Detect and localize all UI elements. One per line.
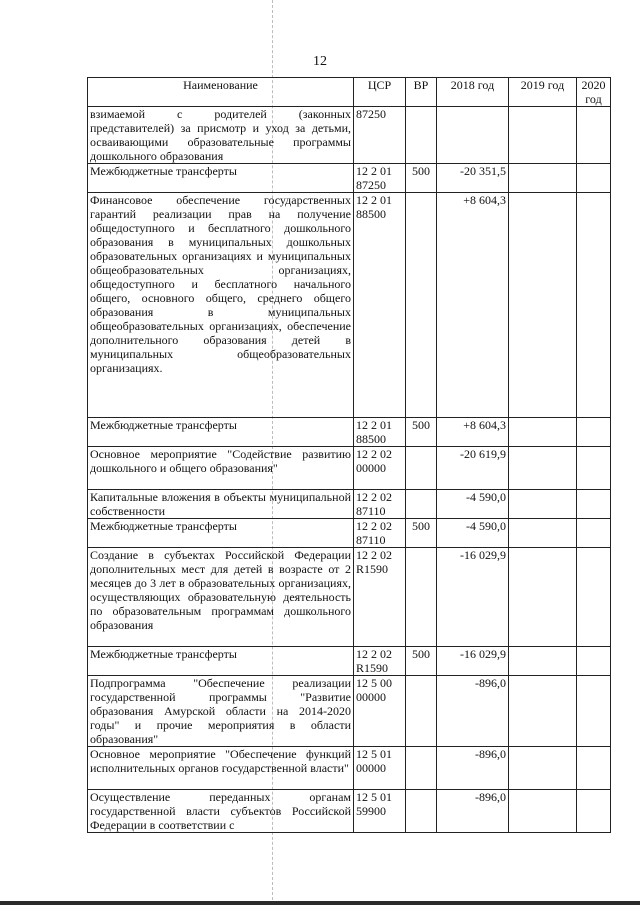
cell-2019 [509, 107, 577, 164]
cell-vr [406, 790, 437, 833]
cell-2020 [577, 790, 611, 833]
column-header-vr: ВР [406, 78, 437, 107]
cell-name: Подпрограмма "Обеспечение реализации государственной программы "Развитие образования Амурской области на 2014-2020 годы" и прочие мероприятия в области образования" [88, 676, 354, 747]
cell-2020 [577, 676, 611, 747]
cell-2020 [577, 647, 611, 676]
cell-csr: 12 2 01 87250 [354, 164, 406, 193]
table-row [88, 519, 611, 548]
table-row [88, 548, 611, 647]
cell-vr [406, 107, 437, 164]
column-header-csr: ЦСР [354, 78, 406, 107]
cell-vr: 500 [406, 647, 437, 676]
cell-name: Основное мероприятие "Содействие развитию дошкольного и общего образования" [88, 447, 354, 490]
table-row [88, 790, 611, 833]
cell-vr: 500 [406, 418, 437, 447]
cell-2019 [509, 164, 577, 193]
column-header-2018: 2018 год [437, 78, 509, 107]
table-row [88, 418, 611, 447]
cell-2019 [509, 418, 577, 447]
cell-2018: -896,0 [437, 676, 509, 747]
budget-table [87, 77, 611, 833]
cell-2018: -896,0 [437, 747, 509, 790]
cell-2020 [577, 519, 611, 548]
cell-csr: 12 2 02 00000 [354, 447, 406, 490]
cell-name: Финансовое обеспечение государственных гарантий реализации прав на получение общедоступного и бесплатного дошкольного образования в муниципальных дошкольных образовательных организациях и муниципальных общеобразовательных организациях, общедоступного и бесплатного начального общего, основного общего, среднего общего образования в муниципальных общеобразовательных организациях, обеспечение дополнительного образования детей в муниципальных общеобразовательных организациях. [88, 193, 354, 418]
cell-csr: 12 2 02 87110 [354, 490, 406, 519]
cell-csr: 12 2 02 R1590 [354, 647, 406, 676]
cell-name: Капитальные вложения в объекты муниципальной собственности [88, 490, 354, 519]
cell-2018: -16 029,9 [437, 548, 509, 647]
cell-csr: 12 2 01 88500 [354, 193, 406, 418]
cell-vr: 500 [406, 519, 437, 548]
cell-2019 [509, 676, 577, 747]
cell-2018: -896,0 [437, 790, 509, 833]
cell-csr: 12 2 01 88500 [354, 418, 406, 447]
table-header-row [88, 78, 611, 107]
cell-csr: 12 5 01 00000 [354, 747, 406, 790]
cell-vr [406, 193, 437, 418]
cell-2018: -20 619,9 [437, 447, 509, 490]
cell-2020 [577, 107, 611, 164]
cell-name: Создание в субъектах Российской Федерации дополнительных мест для детей в возрасте от 2 месяцев до 3 лет в образовательных организациях, осуществляющих образовательную деятельность по образовательным программам дошкольного образования [88, 548, 354, 647]
table-row [88, 193, 611, 418]
cell-vr: 500 [406, 164, 437, 193]
table-row [88, 164, 611, 193]
cell-2019 [509, 548, 577, 647]
cell-2020 [577, 418, 611, 447]
cell-2019 [509, 447, 577, 490]
cell-2019 [509, 490, 577, 519]
cell-csr: 12 2 02 R1590 [354, 548, 406, 647]
cell-name: Межбюджетные трансферты [88, 418, 354, 447]
cell-2018: -20 351,5 [437, 164, 509, 193]
cell-vr [406, 747, 437, 790]
cell-2019 [509, 647, 577, 676]
table-row [88, 676, 611, 747]
cell-vr [406, 490, 437, 519]
cell-2019 [509, 747, 577, 790]
cell-name: Межбюджетные трансферты [88, 647, 354, 676]
cell-name: Осуществление переданных органам государственной власти субъектов Российской Федерации в соответствии с [88, 790, 354, 833]
table-row [88, 647, 611, 676]
table-row [88, 447, 611, 490]
cell-2018: +8 604,3 [437, 418, 509, 447]
cell-2018: -4 590,0 [437, 490, 509, 519]
cell-2020 [577, 548, 611, 647]
column-header-2020: 2020 год [577, 78, 611, 107]
cell-name: Основное мероприятие "Обеспечение функций исполнительных органов государственной власти" [88, 747, 354, 790]
cell-vr [406, 676, 437, 747]
cell-csr: 12 5 00 00000 [354, 676, 406, 747]
cell-2018: -4 590,0 [437, 519, 509, 548]
cell-2020 [577, 447, 611, 490]
cell-2018: +8 604,3 [437, 193, 509, 418]
cell-csr: 87250 [354, 107, 406, 164]
cell-vr [406, 548, 437, 647]
cell-vr [406, 447, 437, 490]
cell-2019 [509, 790, 577, 833]
page-number: 12 [313, 54, 327, 69]
table-row [88, 107, 611, 164]
cell-csr: 12 5 01 59900 [354, 790, 406, 833]
table-row [88, 490, 611, 519]
cell-2019 [509, 193, 577, 418]
cell-name: Межбюджетные трансферты [88, 519, 354, 548]
cell-2020 [577, 490, 611, 519]
scan-bottom-edge [0, 901, 640, 905]
cell-2020 [577, 193, 611, 418]
column-header-name: Наименование [88, 78, 354, 107]
column-header-2019: 2019 год [509, 78, 577, 107]
cell-name: Межбюджетные трансферты [88, 164, 354, 193]
cell-2019 [509, 519, 577, 548]
cell-name: взимаемой с родителей (законных представителей) за присмотр и уход за детьми, осваивающими образовательные программы дошкольного образования [88, 107, 354, 164]
cell-2020 [577, 164, 611, 193]
cell-csr: 12 2 02 87110 [354, 519, 406, 548]
cell-2018 [437, 107, 509, 164]
cell-2018: -16 029,9 [437, 647, 509, 676]
table-row [88, 747, 611, 790]
cell-2020 [577, 747, 611, 790]
